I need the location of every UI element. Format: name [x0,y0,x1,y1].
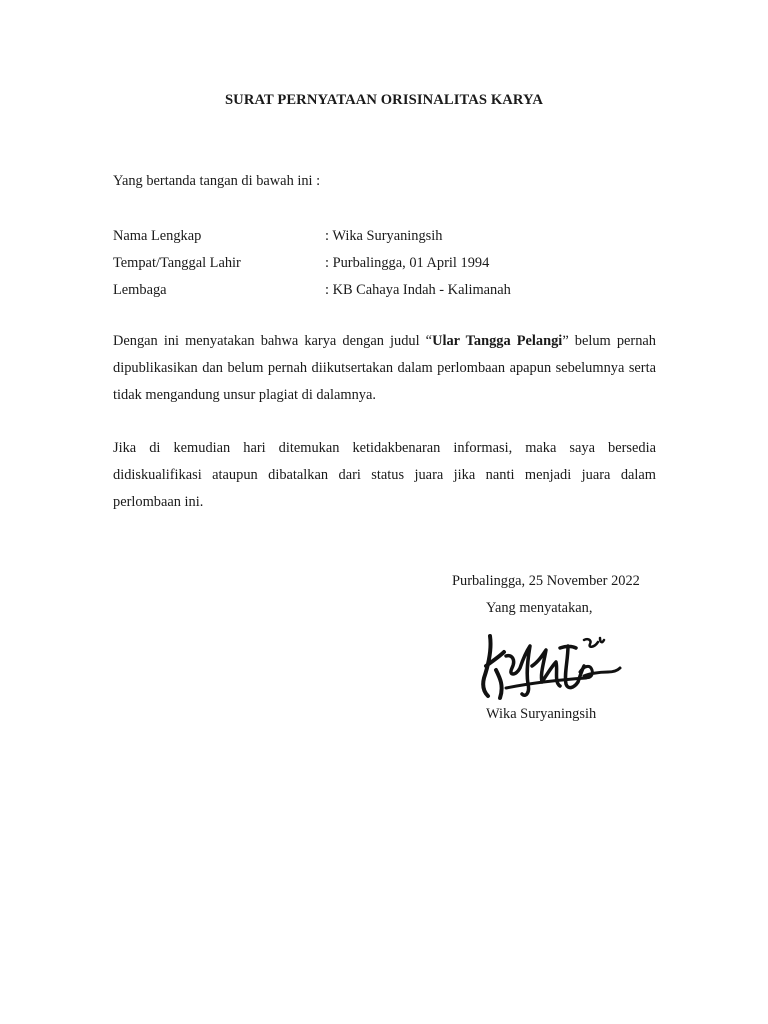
consequence-paragraph: Jika di kemudian hari ditemukan ketidakbenaran informasi, maka saya bersedia didiskualifikasi ataupun dibatalkan dari status juara jika nanti menjadi juara dalam perlombaan ini. [113,440,656,510]
identity-value: : Wika Suryaningsih [325,228,443,244]
identity-row-institution [113,281,658,308]
work-title: Ular Tangga Pelangi [432,333,563,349]
identity-label: Tempat/Tanggal Lahir [113,255,241,271]
signature-stroke [483,636,504,698]
intro-text: Yang bertanda tangan di bawah ini : [113,173,321,189]
signer-name: Wika Suryaningsih [486,706,597,722]
place-date: Purbalingga, 25 November 2022 [452,573,640,589]
document-title: SURAT PERNYATAAN ORISINALITAS KARYA [224,92,544,108]
statement-text-before: Dengan ini menyatakan bahwa karya dengan judul “ [113,333,433,349]
handwritten-signature [476,626,624,704]
identity-table [113,227,658,308]
identity-row-name [113,227,658,254]
declarer-label: Yang menyatakan, [486,600,593,616]
signature-stroke [580,666,620,677]
identity-value: : Purbalingga, 01 April 1994 [325,255,490,271]
statement-paragraph [113,328,656,409]
identity-row-birth [113,254,658,281]
signature-stroke [560,646,584,688]
statement-text-after: ” belum pernah dipublikasikan dan belum pernah diikutsertakan dalam perlombaan apapun sebelumnya serta tidak mengandung unsur plagiat di dalamnya. [113,333,656,403]
signature-strokes [483,636,620,698]
identity-label: Lembaga [113,282,167,298]
signature-stroke [584,638,604,647]
identity-label: Nama Lengkap [113,228,202,244]
identity-value: : KB Cahaya Indah - Kalimanah [325,282,511,298]
